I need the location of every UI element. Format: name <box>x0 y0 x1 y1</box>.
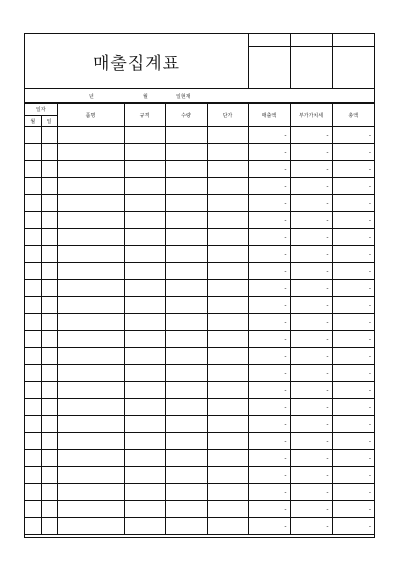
table-row <box>25 433 374 450</box>
cell-sales-amount[interactable]: - <box>248 127 290 144</box>
cell-spec[interactable] <box>124 195 165 212</box>
table-row <box>25 212 374 229</box>
cell-spec[interactable] <box>124 518 165 535</box>
table-body <box>25 127 374 535</box>
cell-qty[interactable] <box>165 144 207 161</box>
cell-qty[interactable] <box>165 484 207 501</box>
cell-spec[interactable] <box>124 450 165 467</box>
cell-item[interactable] <box>57 195 124 212</box>
cell-item[interactable] <box>57 365 124 382</box>
cell-total[interactable]: - <box>332 501 374 518</box>
cell-total[interactable]: - <box>332 178 374 195</box>
cell-total[interactable]: - <box>332 297 374 314</box>
cell-day[interactable] <box>41 399 57 416</box>
cell-day[interactable] <box>41 382 57 399</box>
cell-day[interactable] <box>41 144 57 161</box>
cell-unit-price[interactable] <box>207 229 248 246</box>
cell-total[interactable]: - <box>332 127 374 144</box>
cell-month[interactable] <box>25 297 41 314</box>
cell-unit-price[interactable] <box>207 144 248 161</box>
cell-spec[interactable] <box>124 331 165 348</box>
cell-day[interactable] <box>41 450 57 467</box>
cell-unit-price[interactable] <box>207 297 248 314</box>
sales-table <box>25 103 374 535</box>
cell-day[interactable] <box>41 246 57 263</box>
cell-total[interactable]: - <box>332 246 374 263</box>
table-row <box>25 127 374 144</box>
header-sales-amount: 매출액 <box>248 104 290 127</box>
table-row <box>25 331 374 348</box>
cell-month[interactable] <box>25 246 41 263</box>
cell-total[interactable]: - <box>332 467 374 484</box>
cell-spec[interactable] <box>124 501 165 518</box>
cell-vat[interactable]: - <box>290 484 332 501</box>
cell-qty[interactable] <box>165 280 207 297</box>
cell-sales-amount[interactable]: - <box>248 365 290 382</box>
cell-vat[interactable]: - <box>290 365 332 382</box>
cell-sales-amount[interactable]: - <box>248 501 290 518</box>
cell-month[interactable] <box>25 348 41 365</box>
table-row <box>25 365 374 382</box>
cell-vat[interactable]: - <box>290 399 332 416</box>
table-row <box>25 450 374 467</box>
cell-unit-price[interactable] <box>207 178 248 195</box>
title-box <box>25 34 249 89</box>
cell-sales-amount[interactable]: - <box>248 331 290 348</box>
cell-sales-amount[interactable]: - <box>248 484 290 501</box>
table-row <box>25 382 374 399</box>
cell-spec[interactable] <box>124 263 165 280</box>
cell-month[interactable] <box>25 144 41 161</box>
cell-unit-price[interactable] <box>207 212 248 229</box>
form-title: 매출집계표 <box>92 53 181 74</box>
cell-total[interactable]: - <box>332 484 374 501</box>
cell-spec[interactable] <box>124 348 165 365</box>
cell-vat[interactable]: - <box>290 348 332 365</box>
cell-total[interactable]: - <box>332 365 374 382</box>
cell-total[interactable]: - <box>332 314 374 331</box>
cell-month[interactable] <box>25 229 41 246</box>
sales-summary-form <box>24 33 375 538</box>
cell-month[interactable] <box>25 382 41 399</box>
approval-header-2 <box>291 34 333 47</box>
cell-sales-amount[interactable]: - <box>248 297 290 314</box>
cell-item[interactable] <box>57 280 124 297</box>
cell-vat[interactable]: - <box>290 501 332 518</box>
cell-spec[interactable] <box>124 382 165 399</box>
cell-unit-price[interactable] <box>207 416 248 433</box>
cell-qty[interactable] <box>165 314 207 331</box>
approval-sign-1 <box>249 47 291 89</box>
cell-item[interactable] <box>57 229 124 246</box>
cell-month[interactable] <box>25 331 41 348</box>
cell-month[interactable] <box>25 161 41 178</box>
table-row <box>25 297 374 314</box>
cell-vat[interactable]: - <box>290 229 332 246</box>
cell-sales-amount[interactable]: - <box>248 314 290 331</box>
cell-qty[interactable] <box>165 365 207 382</box>
cell-spec[interactable] <box>124 399 165 416</box>
cell-vat[interactable]: - <box>290 263 332 280</box>
cell-day[interactable] <box>41 161 57 178</box>
cell-item[interactable] <box>57 212 124 229</box>
table-row <box>25 518 374 535</box>
cell-month[interactable] <box>25 518 41 535</box>
cell-day[interactable] <box>41 212 57 229</box>
cell-unit-price[interactable] <box>207 161 248 178</box>
cell-item[interactable] <box>57 161 124 178</box>
cell-qty[interactable] <box>165 178 207 195</box>
table-row <box>25 178 374 195</box>
cell-item[interactable] <box>57 127 124 144</box>
cell-total[interactable]: - <box>332 348 374 365</box>
header-total: 총액 <box>332 104 374 127</box>
cell-item[interactable] <box>57 484 124 501</box>
cell-qty[interactable] <box>165 263 207 280</box>
cell-qty[interactable] <box>165 297 207 314</box>
cell-day[interactable] <box>41 314 57 331</box>
cell-spec[interactable] <box>124 178 165 195</box>
header-date: 일자 <box>25 104 57 116</box>
table-row <box>25 484 374 501</box>
cell-unit-price[interactable] <box>207 331 248 348</box>
cell-month[interactable] <box>25 467 41 484</box>
cell-day[interactable] <box>41 280 57 297</box>
table-row <box>25 280 374 297</box>
approval-header-1 <box>249 34 291 47</box>
cell-qty[interactable] <box>165 331 207 348</box>
cell-spec[interactable] <box>124 127 165 144</box>
table-header-row-1 <box>25 104 374 116</box>
cell-month[interactable] <box>25 501 41 518</box>
cell-sales-amount[interactable]: - <box>248 382 290 399</box>
cell-month[interactable] <box>25 212 41 229</box>
cell-total[interactable]: - <box>332 382 374 399</box>
cell-item[interactable] <box>57 331 124 348</box>
header-qty: 수량 <box>165 104 207 127</box>
cell-qty[interactable] <box>165 212 207 229</box>
cell-unit-price[interactable] <box>207 433 248 450</box>
cell-month[interactable] <box>25 365 41 382</box>
cell-spec[interactable] <box>124 297 165 314</box>
cell-item[interactable] <box>57 518 124 535</box>
table-row <box>25 348 374 365</box>
cell-qty[interactable] <box>165 416 207 433</box>
cell-sales-amount[interactable]: - <box>248 518 290 535</box>
cell-unit-price[interactable] <box>207 348 248 365</box>
cell-unit-price[interactable] <box>207 263 248 280</box>
cell-spec[interactable] <box>124 365 165 382</box>
cell-unit-price[interactable] <box>207 484 248 501</box>
table-row <box>25 229 374 246</box>
cell-sales-amount[interactable]: - <box>248 212 290 229</box>
cell-qty[interactable] <box>165 195 207 212</box>
cell-total[interactable]: - <box>332 433 374 450</box>
cell-vat[interactable]: - <box>290 212 332 229</box>
cell-total[interactable]: - <box>332 161 374 178</box>
cell-day[interactable] <box>41 501 57 518</box>
cell-vat[interactable]: - <box>290 195 332 212</box>
cell-total[interactable]: - <box>332 331 374 348</box>
cell-day[interactable] <box>41 518 57 535</box>
cell-month[interactable] <box>25 127 41 144</box>
cell-total[interactable]: - <box>332 263 374 280</box>
cell-sales-amount[interactable]: - <box>248 433 290 450</box>
cell-qty[interactable] <box>165 246 207 263</box>
approval-header-3 <box>333 34 374 47</box>
cell-qty[interactable] <box>165 399 207 416</box>
table-row <box>25 399 374 416</box>
cell-sales-amount[interactable]: - <box>248 195 290 212</box>
cell-total[interactable]: - <box>332 416 374 433</box>
cell-total[interactable]: - <box>332 195 374 212</box>
header-item: 품명 <box>57 104 124 127</box>
cell-unit-price[interactable] <box>207 365 248 382</box>
cell-spec[interactable] <box>124 467 165 484</box>
cell-day[interactable] <box>41 433 57 450</box>
cell-spec[interactable] <box>124 144 165 161</box>
cell-month[interactable] <box>25 484 41 501</box>
cell-sales-amount[interactable]: - <box>248 450 290 467</box>
cell-item[interactable] <box>57 348 124 365</box>
cell-qty[interactable] <box>165 161 207 178</box>
approval-grid <box>249 34 374 89</box>
cell-total[interactable]: - <box>332 212 374 229</box>
cell-item[interactable] <box>57 416 124 433</box>
cell-item[interactable] <box>57 178 124 195</box>
cell-day[interactable] <box>41 484 57 501</box>
month-label: 월 <box>143 94 148 100</box>
cell-item[interactable] <box>57 297 124 314</box>
approval-sign-3 <box>333 47 374 89</box>
cell-qty[interactable] <box>165 450 207 467</box>
cell-month[interactable] <box>25 399 41 416</box>
cell-day[interactable] <box>41 297 57 314</box>
cell-item[interactable] <box>57 467 124 484</box>
cell-vat[interactable]: - <box>290 450 332 467</box>
cell-spec[interactable] <box>124 280 165 297</box>
cell-day[interactable] <box>41 365 57 382</box>
cell-sales-amount[interactable]: - <box>248 399 290 416</box>
header-day: 일 <box>41 116 57 127</box>
header-spec: 규격 <box>124 104 165 127</box>
table-row <box>25 416 374 433</box>
cell-day[interactable] <box>41 127 57 144</box>
cell-total[interactable]: - <box>332 144 374 161</box>
cell-item[interactable] <box>57 433 124 450</box>
table-row <box>25 314 374 331</box>
cell-qty[interactable] <box>165 127 207 144</box>
table-row <box>25 195 374 212</box>
header-unit-price: 단가 <box>207 104 248 127</box>
cell-unit-price[interactable] <box>207 314 248 331</box>
cell-unit-price[interactable] <box>207 501 248 518</box>
cell-month[interactable] <box>25 263 41 280</box>
cell-spec[interactable] <box>124 314 165 331</box>
cell-sales-amount[interactable]: - <box>248 263 290 280</box>
table-row <box>25 246 374 263</box>
cell-vat[interactable]: - <box>290 178 332 195</box>
cell-unit-price[interactable] <box>207 467 248 484</box>
cell-unit-price[interactable] <box>207 382 248 399</box>
year-label: 년 <box>89 94 94 100</box>
cell-qty[interactable] <box>165 433 207 450</box>
cell-sales-amount[interactable]: - <box>248 246 290 263</box>
cell-unit-price[interactable] <box>207 450 248 467</box>
cell-month[interactable] <box>25 314 41 331</box>
cell-item[interactable] <box>57 246 124 263</box>
cell-spec[interactable] <box>124 416 165 433</box>
cell-total[interactable]: - <box>332 450 374 467</box>
cell-month[interactable] <box>25 178 41 195</box>
cell-sales-amount[interactable]: - <box>248 416 290 433</box>
cell-total[interactable]: - <box>332 518 374 535</box>
table-row <box>25 144 374 161</box>
cell-month[interactable] <box>25 450 41 467</box>
cell-unit-price[interactable] <box>207 195 248 212</box>
cell-unit-price[interactable] <box>207 518 248 535</box>
table-row <box>25 161 374 178</box>
approval-sign-2 <box>291 47 333 89</box>
cell-month[interactable] <box>25 416 41 433</box>
cell-sales-amount[interactable]: - <box>248 144 290 161</box>
table-row <box>25 263 374 280</box>
cell-vat[interactable]: - <box>290 127 332 144</box>
cell-day[interactable] <box>41 263 57 280</box>
cell-unit-price[interactable] <box>207 280 248 297</box>
cell-sales-amount[interactable]: - <box>248 348 290 365</box>
cell-day[interactable] <box>41 467 57 484</box>
cell-sales-amount[interactable]: - <box>248 178 290 195</box>
cell-vat[interactable]: - <box>290 161 332 178</box>
cell-spec[interactable] <box>124 212 165 229</box>
cell-vat[interactable]: - <box>290 518 332 535</box>
cell-unit-price[interactable] <box>207 246 248 263</box>
cell-qty[interactable] <box>165 382 207 399</box>
cell-vat[interactable]: - <box>290 467 332 484</box>
cell-item[interactable] <box>57 501 124 518</box>
cell-day[interactable] <box>41 195 57 212</box>
cell-item[interactable] <box>57 144 124 161</box>
cell-day[interactable] <box>41 416 57 433</box>
cell-qty[interactable] <box>165 229 207 246</box>
cell-qty[interactable] <box>165 518 207 535</box>
cell-spec[interactable] <box>124 229 165 246</box>
cell-day[interactable] <box>41 229 57 246</box>
cell-sales-amount[interactable]: - <box>248 229 290 246</box>
cell-day[interactable] <box>41 348 57 365</box>
header-vat: 부가가치세 <box>290 104 332 127</box>
table-row <box>25 501 374 518</box>
cell-spec[interactable] <box>124 246 165 263</box>
cell-spec[interactable] <box>124 433 165 450</box>
cell-vat[interactable]: - <box>290 416 332 433</box>
cell-item[interactable] <box>57 450 124 467</box>
cell-sales-amount[interactable]: - <box>248 467 290 484</box>
cell-item[interactable] <box>57 314 124 331</box>
cell-qty[interactable] <box>165 467 207 484</box>
day-range-label: 일현재 <box>176 94 191 100</box>
cell-total[interactable]: - <box>332 229 374 246</box>
cell-spec[interactable] <box>124 161 165 178</box>
cell-total[interactable]: - <box>332 399 374 416</box>
cell-unit-price[interactable] <box>207 399 248 416</box>
cell-qty[interactable] <box>165 501 207 518</box>
cell-vat[interactable]: - <box>290 331 332 348</box>
cell-day[interactable] <box>41 331 57 348</box>
table-row <box>25 467 374 484</box>
cell-vat[interactable]: - <box>290 246 332 263</box>
cell-vat[interactable]: - <box>290 314 332 331</box>
cell-vat[interactable]: - <box>290 144 332 161</box>
cell-month[interactable] <box>25 195 41 212</box>
cell-month[interactable] <box>25 280 41 297</box>
header-month: 월 <box>25 116 41 127</box>
cell-unit-price[interactable] <box>207 127 248 144</box>
cell-item[interactable] <box>57 399 124 416</box>
cell-total[interactable]: - <box>332 280 374 297</box>
cell-day[interactable] <box>41 178 57 195</box>
cell-vat[interactable]: - <box>290 280 332 297</box>
cell-sales-amount[interactable]: - <box>248 161 290 178</box>
cell-vat[interactable]: - <box>290 433 332 450</box>
cell-item[interactable] <box>57 263 124 280</box>
date-line <box>25 89 374 103</box>
cell-month[interactable] <box>25 433 41 450</box>
cell-item[interactable] <box>57 382 124 399</box>
cell-sales-amount[interactable]: - <box>248 280 290 297</box>
cell-vat[interactable]: - <box>290 297 332 314</box>
cell-vat[interactable]: - <box>290 382 332 399</box>
cell-qty[interactable] <box>165 348 207 365</box>
cell-spec[interactable] <box>124 484 165 501</box>
